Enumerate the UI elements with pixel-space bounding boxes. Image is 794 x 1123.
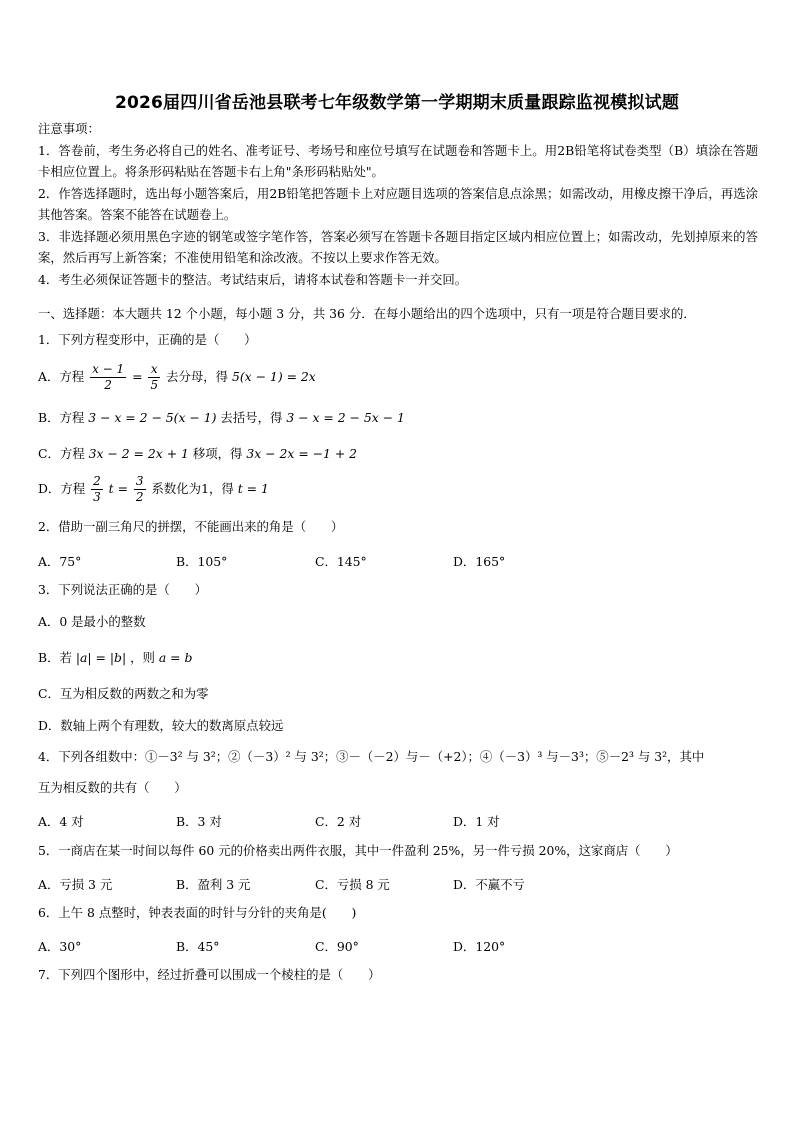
- q1-c-middle: 移项，得: [192, 446, 243, 461]
- q5-stem: 5．一商店在某一时间以每件 60 元的价格卖出两件衣服，其中一件盈利 25%，另一件亏损 20%，这家商店（ ）: [38, 843, 678, 858]
- q1-c-prefix: C．方程: [38, 446, 85, 461]
- q1-b-prefix: B．方程: [38, 410, 85, 425]
- q2-option-b: B．105°: [176, 554, 228, 569]
- notice-item-4: 4．考生必须保证答题卡的整洁。考试结束后，请将本试卷和答题卡一并交回。: [38, 271, 468, 287]
- notice-block: [38, 118, 758, 290]
- q1-option-d: [38, 474, 269, 505]
- q5-option-d: D．不赢不亏: [453, 877, 525, 892]
- q1-option-b: [38, 411, 405, 426]
- q1-d-fraction-2: [134, 474, 146, 505]
- notice-item-1: 1．答卷前，考生务必将自己的姓名、准考证号、考场号和座位号填写在试题卷和答题卡上。用2B铅笔将试卷类型（B）填涂在答题卡相应位置上。将条形码粘贴在答题卡右上角"条形码粘贴处"。: [38, 142, 758, 179]
- q2-option-a: A．75°: [38, 554, 82, 569]
- notice-item-3: 3．非选择题必须用黑色字迹的钢笔或签字笔作答，答案必须写在答题卡各题目指定区域内相应位置上；如需改动，先划掉原来的答案，然后再写上新答案；不准使用铅笔和涂改液。不按以上要求作答无效。: [38, 228, 758, 265]
- q6-option-c: C．90°: [315, 939, 359, 954]
- q3-option-a: A．0 是最小的整数: [38, 614, 146, 629]
- q1-option-a: [38, 362, 316, 393]
- q6-stem: 6．上午 8 点整时，钟表表面的时针与分针的夹角是( ): [38, 905, 357, 920]
- q1-c-result: 3x − 2x = −1 + 2: [246, 446, 358, 461]
- q2-option-d: D．165°: [453, 554, 506, 569]
- q4-option-d: D．1 对: [453, 814, 500, 829]
- q4-option-b: B．3 对: [176, 814, 222, 829]
- q7-stem: 7．下列四个图形中，经过折叠可以围成一个棱柱的是（ ）: [38, 967, 381, 982]
- q1-d-result: t = 1: [237, 481, 269, 496]
- q4-stem-line-2: 互为相反数的共有（ ）: [38, 780, 187, 795]
- q1-c-equation: 3x − 2 = 2x + 1: [88, 446, 189, 461]
- q2-stem: 2．借助一副三角尺的拼摆，不能画出来的角是（ ）: [38, 519, 344, 534]
- q1-stem: 1．下列方程变形中，正确的是（ ）: [38, 332, 257, 347]
- notice-item-2: 2．作答选择题时，选出每小题答案后，用2B铅笔把答题卡上对应题目选项的答案信息点涂黑；如需改动，用橡皮擦干净后，再选涂其他答案。答案不能答在试题卷上。: [38, 185, 758, 222]
- page-title: 2026届四川省岳池县联考七年级数学第一学期期末质量跟踪监视模拟试题: [114, 93, 680, 113]
- section-heading: 一、选择题：本大题共 12 个小题，每小题 3 分，共 36 分．在每小题给出的四个选项中，只有一项是符合题目要求的．: [38, 306, 696, 321]
- q3-b-middle: ，则: [130, 650, 155, 665]
- q1-a-den1: 2: [104, 378, 112, 392]
- q1-d-var: t =: [108, 481, 128, 496]
- q1-a-num2: x: [148, 362, 160, 378]
- q1-d-den2: 2: [135, 490, 144, 504]
- q5-option-b: B．盈利 3 元: [176, 877, 251, 892]
- notice-heading: 注意事项：: [38, 121, 100, 136]
- q1-d-fraction-1: [91, 474, 103, 505]
- q1-a-eq: =: [132, 369, 143, 384]
- q1-b-middle: 去括号，得: [220, 410, 283, 425]
- q1-a-result: 5(x − 1) = 2x: [231, 369, 316, 384]
- q1-b-result: 3 − x = 2 − 5x − 1: [286, 410, 405, 425]
- q1-d-middle: 系数化为1，得: [151, 481, 234, 496]
- q3-b-result: a = b: [158, 650, 193, 665]
- q1-d-num1: 2: [93, 474, 101, 488]
- q3-b-condition: |a| = |b|: [75, 650, 127, 665]
- q1-a-num1: x − 1: [92, 362, 125, 376]
- q1-d-den1: 3: [93, 490, 101, 504]
- q3-option-c: C．互为相反数的两数之和为零: [38, 686, 209, 701]
- q4-option-a: A．4 对: [38, 814, 84, 829]
- q1-d-num2: 3: [135, 474, 144, 488]
- q6-option-d: D．120°: [453, 939, 506, 954]
- q2-option-c: C．145°: [315, 554, 367, 569]
- q6-option-b: B．45°: [176, 939, 220, 954]
- q1-option-c: [38, 447, 357, 462]
- q3-option-d: D．数轴上两个有理数，较大的数离原点较远: [38, 718, 284, 733]
- q1-a-fraction-2: [148, 362, 160, 393]
- q1-a-prefix: A．方程: [38, 369, 85, 384]
- q5-option-a: A．亏损 3 元: [38, 877, 113, 892]
- q1-a-fraction-1: [90, 362, 126, 393]
- q6-option-a: A．30°: [38, 939, 82, 954]
- q4-stem-line-1: 4．下列各组数中：①－3² 与 3²；②（－3）² 与 3²；③－（－2）与－（+2）；④（－3）³ 与－3³；⑤－2³ 与 3²，其中: [38, 749, 705, 764]
- q4-option-c: C．2 对: [315, 814, 362, 829]
- q5-option-c: C．亏损 8 元: [315, 877, 390, 892]
- q3-stem: 3．下列说法正确的是（ ）: [38, 582, 207, 597]
- q3-option-b: [38, 651, 192, 666]
- q3-b-prefix: B．若: [38, 650, 72, 665]
- q1-d-prefix: D．方程: [38, 481, 86, 496]
- q1-a-middle: 去分母，得: [166, 369, 229, 384]
- q1-a-den2: 5: [150, 378, 159, 392]
- q1-b-equation: 3 − x = 2 − 5(x − 1): [88, 410, 217, 425]
